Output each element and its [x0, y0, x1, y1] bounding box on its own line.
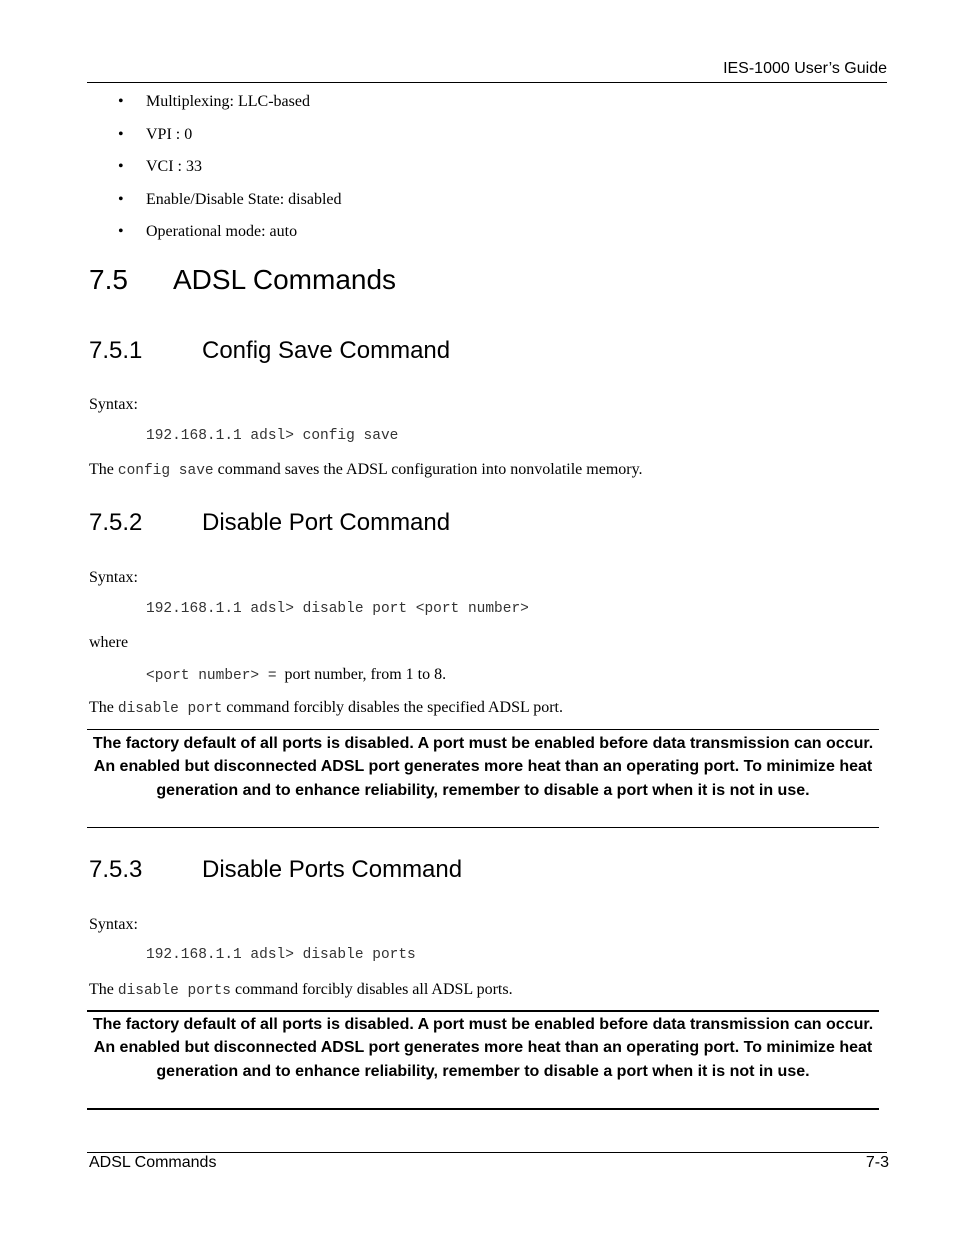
note-box: [87, 729, 879, 828]
header-rule: [87, 82, 887, 83]
section-title: ADSL Commands: [173, 264, 397, 295]
syntax-label: Syntax:: [89, 916, 138, 933]
subsection-heading-disable-port: [89, 509, 450, 537]
subsection-title: Disable Ports Command: [202, 856, 463, 883]
subsection-number: 7.5.1: [89, 337, 143, 364]
subsection-heading-config-save: [89, 337, 450, 365]
note-rule-bottom: [87, 827, 879, 828]
note-rule-top: [87, 1010, 879, 1012]
desc-text: The: [89, 699, 118, 716]
note-text: The factory default of all ports is disabled. A port must be enabled before data transmission can occur. An enabled but disconnected ADSL port generates more heat than an operating port. To minimize heat generation and to enhance reliability, remember to disable a port when it is not in use.: [92, 1016, 874, 1080]
footer-chapter-title: ADSL Commands: [89, 1154, 217, 1171]
note-rule-bottom: [87, 1108, 879, 1110]
section-heading: [89, 264, 396, 296]
desc-text: command saves the ADSL configuration into nonvolatile memory.: [213, 461, 643, 478]
subsection-title: Config Save Command: [202, 337, 451, 364]
bullet-item: • Multiplexing: LLC-based: [118, 92, 342, 125]
subsection-title: Disable Port Command: [202, 509, 451, 536]
subsection-number: 7.5.2: [89, 509, 143, 536]
note-text: The factory default of all ports is disabled. A port must be enabled before data transmission can occur. An enabled but disconnected ADSL port generates more heat than an operating port. To minimize heat generation and to enhance reliability, remember to disable a port when it is not in use.: [92, 735, 874, 799]
command-description: [89, 698, 563, 719]
syntax-code: 192.168.1.1 adsl> disable ports: [146, 947, 416, 963]
bullet-item: • VCI : 33: [118, 157, 342, 190]
desc-text: command forcibly disables the specified ADSL port.: [222, 699, 563, 716]
bullet-item: • Enable/Disable State: disabled: [118, 190, 342, 223]
where-label: where: [89, 634, 129, 651]
subsection-number: 7.5.3: [89, 856, 143, 883]
note-box: [87, 1010, 879, 1110]
inline-code: disable port: [117, 701, 223, 717]
bullet-item: • VPI : 0: [118, 125, 342, 158]
parameter-definition: [146, 665, 446, 686]
section-number: 7.5: [89, 264, 128, 295]
note-rule-top: [87, 729, 879, 730]
syntax-label: Syntax:: [89, 396, 138, 413]
inline-code: config save: [117, 463, 214, 479]
subsection-heading-disable-ports: [89, 856, 462, 884]
desc-text: command forcibly disables all ADSL ports.: [231, 981, 513, 998]
inline-code: disable ports: [117, 983, 231, 999]
running-header: IES-1000 User’s Guide: [723, 60, 887, 77]
parameter-desc: port number, from 1 to 8.: [284, 666, 447, 683]
parameter-code: <port number> =: [146, 668, 277, 684]
syntax-code: 192.168.1.1 adsl> config save: [146, 428, 399, 444]
footer-rule: [87, 1152, 887, 1153]
bullet-item: • Operational mode: auto: [118, 222, 342, 255]
desc-text: The: [89, 461, 118, 478]
desc-text: The: [89, 981, 118, 998]
page-number: 7-3: [865, 1154, 889, 1171]
command-description: [89, 980, 513, 1001]
defaults-bullet-list: [118, 92, 342, 255]
command-description: [89, 460, 643, 481]
syntax-code: 192.168.1.1 adsl> disable port <port number>: [146, 601, 529, 617]
syntax-label: Syntax:: [89, 569, 138, 586]
